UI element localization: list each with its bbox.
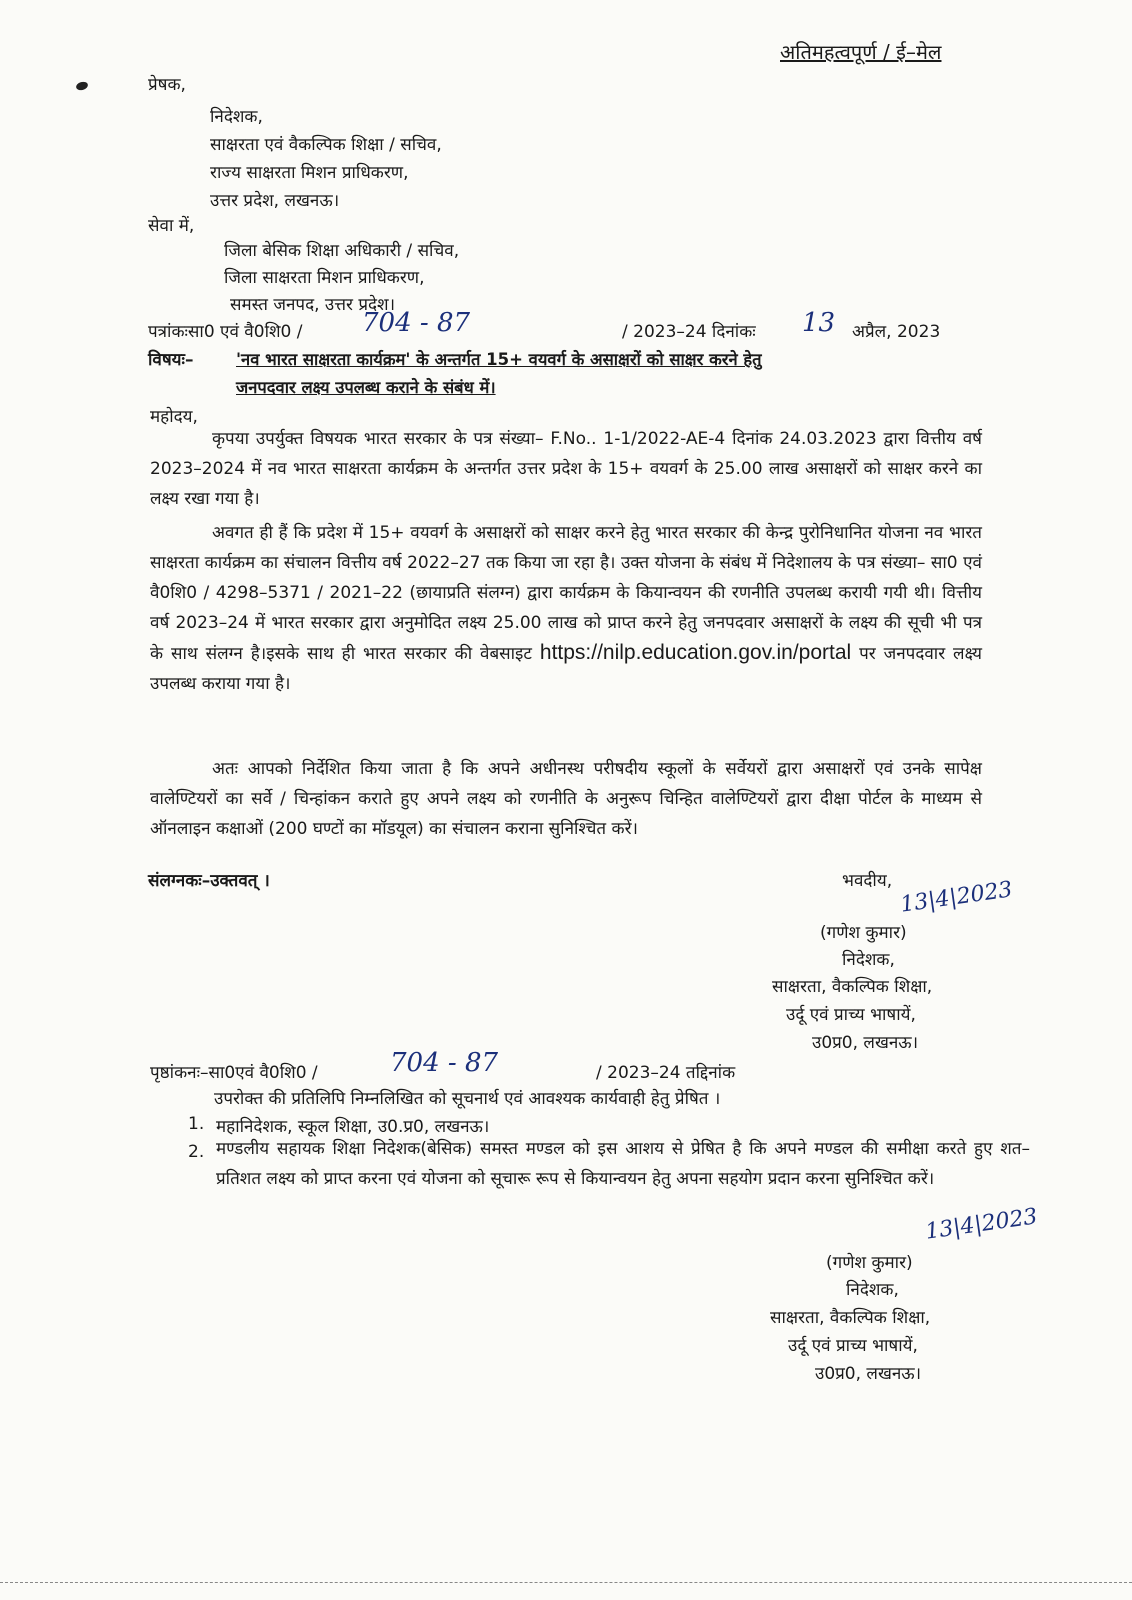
signatory-designation: निदेशक, <box>846 1280 899 1300</box>
closing: भवदीय, <box>842 871 893 891</box>
signature: 13|4|2023 <box>898 877 1015 918</box>
signatory-name: (गणेश कुमार) <box>826 1253 913 1273</box>
reference-day: 13 <box>802 308 836 338</box>
recipient-label: सेवा में, <box>148 216 195 236</box>
body-paragraph: अवगत ही हैं कि प्रदेश में 15+ वयवर्ग के असाक्षरों को साक्षर करने हेतु भारत सरकार की केन्द्र पुरोनिधानित योजना नव भारत साक्षरता कार्यक्रम का संचालन वित्तीय वर्ष 2022–27 तक किया जा रहा है। उक्त योजना के संबंध में निदेशालय के पत्र संख्या– सा0 एवं वै0शि0 / 4298–5371 / 2021–22 (छायाप्रति संलग्न) द्वारा कार्यक्रम के कियान्वयन की रणनीति उपलब्ध करायी गयी थी। वित्तीय वर्ष 2023–24 में भारत सरकार द्वारा अनुमोदित लक्ष्य 25.00 लाख को प्राप्त करने हेतु जनपदवार असाक्षरों के लक्ष्य की सूची भी पत्र के साथ संलग्न है।इसके साथ ही भारत सरकार की वेबसाइट https://nilp.education.gov.in/portal पर जनपदवार लक्ष्य उपलब्ध कराया गया है। <box>150 523 983 694</box>
body-paragraph: कृपया उपर्युक्त विषयक भारत सरकार के पत्र संख्या– F.No.. 1-1/2022-AE-4 दिनांक 24.03.2023 द्वारा वित्तीय वर्ष 2023–2024 में नव भारत साक्षरता कार्यक्रम के अन्तर्गत उत्तर प्रदेश के 15+ वयवर्ग के 25.00 लाख असाक्षरों को साक्षर करने का लक्ष्य रखा गया है। <box>150 429 982 509</box>
copy-item-number: 2. <box>188 1142 205 1162</box>
recipient-line: समस्त जनपद, उत्तर प्रदेश। <box>230 295 396 315</box>
copy-item-text: मण्डलीय सहायक शिक्षा निदेशक(बेसिक) समस्त मण्डल को इस आशय से प्रेषित है कि अपने मण्डल की समीक्षा करते हुए शत–प्रतिशत लक्ष्य को प्राप्त करना एवं योजना को सूचारू रूप से कियान्वयन हेतु अपना सहयोग प्रदान करना सुनिश्चित करें। <box>216 1139 1030 1189</box>
sender-line: साक्षरता एवं वैकल्पिक शिक्षा / सचिव, <box>210 135 442 155</box>
copy-item-number: 1. <box>188 1114 205 1134</box>
copy-item-text: महानिदेशक, स्कूल शिक्षा, उ0.प्र0, लखनऊ। <box>216 1117 490 1137</box>
recipient-line: जिला साक्षरता मिशन प्राधिकरण, <box>224 268 425 288</box>
sender-line: उत्तर प्रदेश, लखनऊ। <box>210 191 340 211</box>
sender-label: प्रेषक, <box>148 75 186 95</box>
sender-line: निदेशक, <box>210 107 263 127</box>
signatory-designation: साक्षरता, वैकल्पिक शिक्षा, <box>770 1308 931 1328</box>
signature: 13|4|2023 <box>923 1204 1040 1245</box>
enclosure-note: संलग्नकः–उक्तवत् । <box>148 871 270 891</box>
reference-prefix: पत्रांकःसा0 एवं वै0शि0 / <box>148 322 303 342</box>
signatory-designation: उ0प्र0, लखनऊ। <box>815 1364 922 1384</box>
subject-label: विषयः– <box>148 350 194 370</box>
reference-month-year: अप्रैल, 2023 <box>852 322 941 342</box>
subject-line: 'नव भारत साक्षरता कार्यक्रम' के अन्तर्गत 15+ वयवर्ग के असाक्षरों को साक्षर करने हेतु <box>236 350 762 369</box>
signatory-designation: उर्दू एवं प्राच्य भाषायें, <box>788 1336 918 1356</box>
endorsement-number: 704 - 87 <box>390 1048 499 1078</box>
salutation: महोदय, <box>150 407 198 427</box>
endorsement-suffix: / 2023–24 तद्दिनांक <box>596 1063 736 1083</box>
sender-line: राज्य साक्षरता मिशन प्राधिकरण, <box>210 163 409 183</box>
body-paragraph: अतः आपको निर्देशित किया जाता है कि अपने अधीनस्थ परीषदीय स्कूलों के सर्वेयरों द्वारा असाक्षरों एवं उनके सापेक्ष वालेण्टियरों का सर्वे / चिन्हांकन कराते हुए अपने लक्ष्य को रणनीति के अनुरूप चिन्हित वालेण्टियरों द्वारा दीक्षा पोर्टल के माध्यम से ऑनलाइन कक्षाओं (200 घण्टों का मॉडयूल) का संचालन कराना सुनिश्चित करें। <box>150 759 982 839</box>
signatory-designation: उर्दू एवं प्राच्य भाषायें, <box>786 1005 916 1025</box>
endorsement-intro: उपरोक्त की प्रतिलिपि निम्नलिखित को सूचनार्थ एवं आवश्यक कार्यवाही हेतु प्रेषित । <box>214 1089 721 1109</box>
signatory-designation: उ0प्र0, लखनऊ। <box>812 1033 919 1053</box>
signatory-designation: निदेशक, <box>842 950 895 970</box>
page-edge-rule <box>0 1582 1132 1584</box>
reference-number: 704 - 87 <box>362 308 471 338</box>
priority-tag: अतिमहत्वपूर्ण / ई–मेल <box>780 40 942 64</box>
signatory-designation: साक्षरता, वैकल्पिक शिक्षा, <box>772 977 933 997</box>
subject-line: जनपदवार लक्ष्य उपलब्ध कराने के संबंध में। <box>236 378 496 397</box>
reference-year: / 2023–24 दिनांकः <box>622 322 756 342</box>
page-mark <box>75 81 89 92</box>
portal-link[interactable]: https://nilp.education.gov.in/portal <box>539 641 852 664</box>
signatory-name: (गणेश कुमार) <box>820 923 907 943</box>
recipient-line: जिला बेसिक शिक्षा अधिकारी / सचिव, <box>224 241 460 261</box>
endorsement-prefix: पृष्ठांकनः–सा0एवं वै0शि0 / <box>150 1063 318 1083</box>
